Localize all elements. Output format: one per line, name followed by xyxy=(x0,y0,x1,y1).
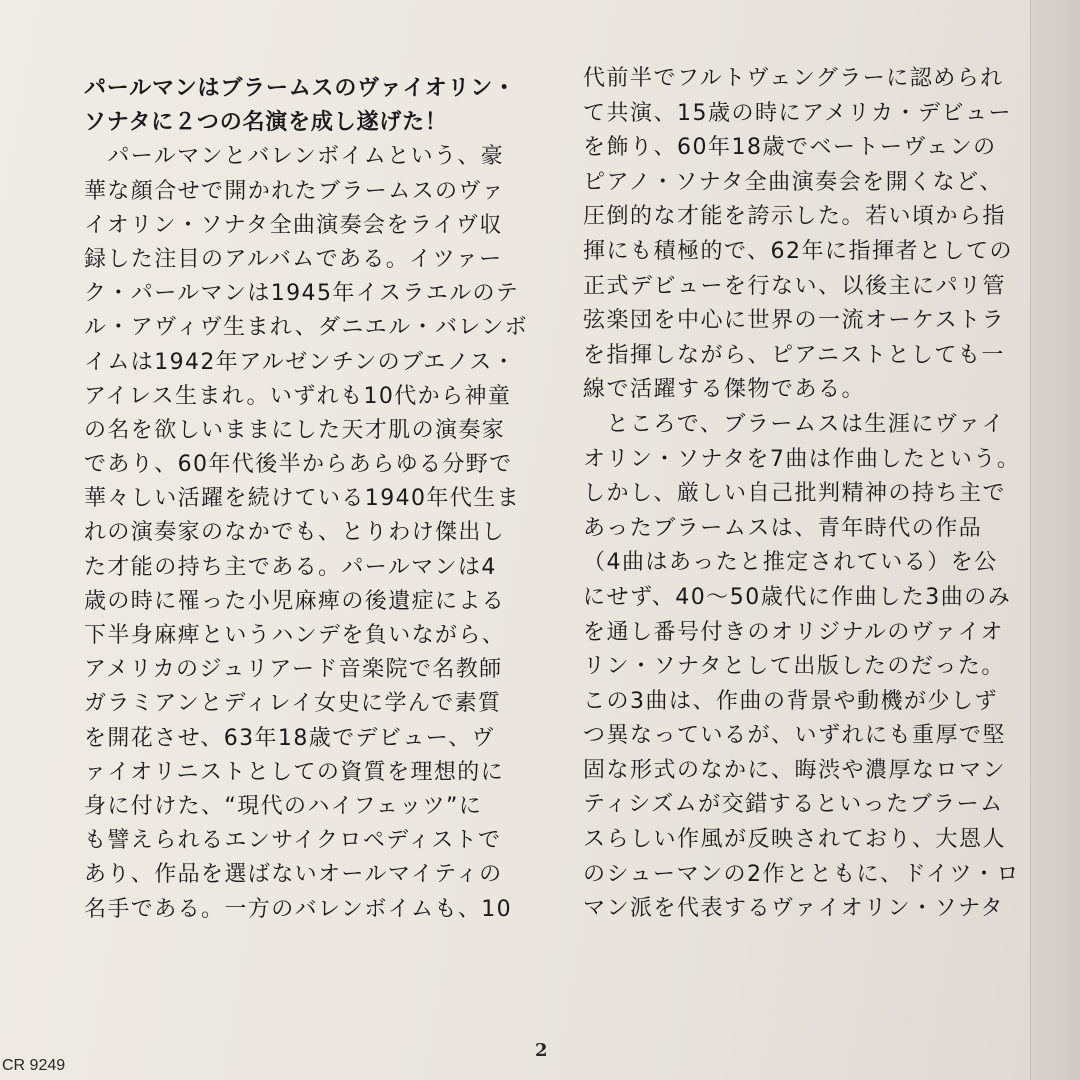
text-line: 揮にも積極的で、62年に指揮者としての xyxy=(583,238,1014,264)
text-line: を通し番号付きのオリジナルのヴァイオ xyxy=(583,619,1005,645)
text-line: 線で活躍する傑物である。 xyxy=(583,377,866,403)
text-line: 華々しい活躍を続けている1940年代生ま xyxy=(84,486,520,512)
text-line: た才能の持ち主である。パールマンは4 xyxy=(84,554,497,580)
text-line: リン・ソナタとして出版したのだった。 xyxy=(583,654,1005,680)
text-line: （4曲はあったと推定されている）を公 xyxy=(583,550,998,576)
text-line: あり、作品を選ばないオールマイティの xyxy=(84,862,503,888)
text-line: アメリカのジュリアード音楽院で名教師 xyxy=(84,657,503,683)
headline-line: ソナタに２つの名演を成し遂げた！ xyxy=(84,110,448,136)
text-line: ティシズムが交錯するといったブラーム xyxy=(583,792,1004,818)
text-line: 名手である。一方のバレンボイムも、10 xyxy=(84,896,513,922)
text-line: 華な顔合せで開かれたブラームスのヴァ xyxy=(84,178,505,204)
text-line: パールマンとバレンボイムという、豪 xyxy=(84,144,505,170)
headline-line: パールマンはブラームスのヴァイオリン・ xyxy=(84,76,516,101)
text-line: オリン・ソナタを7曲は作曲したという。 xyxy=(583,446,1021,472)
text-line: のシューマンの2作とともに、ドイツ・ロ xyxy=(583,861,1020,887)
text-line: マン派を代表するヴァイオリン・ソナタ xyxy=(583,896,1005,922)
text-line: 代前半でフルトヴェングラーに認められ xyxy=(583,66,1004,91)
text-line: の名を欲しいままにした天才肌の演奏家 xyxy=(84,417,506,443)
next-page-edge xyxy=(1030,0,1080,1080)
text-line: イオリン・ソナタ全曲演奏会をライヴ収 xyxy=(84,212,503,238)
text-line: を指揮しながら、ピアニストとしても一 xyxy=(583,342,1005,368)
text-line: 歳の時に罹った小児麻痺の後遺症による xyxy=(84,588,506,614)
text-line: 正式デビューを行ない、以後主にパリ管 xyxy=(583,273,1007,299)
text-line: ところで、ブラームスは生涯にヴァイ xyxy=(583,411,1006,437)
left-column xyxy=(84,72,529,927)
text-line: 固な形式のなかに、晦渋や濃厚なロマン xyxy=(583,757,1007,783)
text-line: を飾り、60年18歳でベートーヴェンの xyxy=(583,135,997,161)
text-line: しかし、厳しい自己批判精神の持ち主で xyxy=(583,481,1007,507)
text-line: つ異なっているが、いずれにも重厚で堅 xyxy=(583,723,1007,749)
catalog-number: CR 9249 xyxy=(2,1057,66,1074)
left-column-body xyxy=(84,140,529,926)
text-line: 録した注目のアルバムである。イツァー xyxy=(84,246,503,272)
text-line: アイレス生まれ。いずれも10代から神童 xyxy=(84,383,512,409)
text-line: イムは1942年アルゼンチンのブエノス・ xyxy=(84,349,517,375)
text-line: ル・アヴィヴ生まれ、ダニエル・バレンボ xyxy=(84,315,529,341)
page-number: 2 xyxy=(535,1040,548,1061)
text-line: を開花させ、63年18歳でデビュー、ヴ xyxy=(84,725,496,751)
text-line: スらしい作風が反映されており、大恩人 xyxy=(583,827,1007,853)
text-line: ピアノ・ソナタ全曲演奏会を開くなど、 xyxy=(583,169,1004,195)
text-line: 身に付けた、“現代のハイフェッツ”に xyxy=(84,793,483,819)
text-line: ガラミアンとディレイ女史に学んで素質 xyxy=(84,691,502,717)
text-line: も譬えられるエンサイクロペディストで xyxy=(84,828,502,854)
text-line: あったブラームスは、青年時代の作品 xyxy=(583,515,983,541)
text-line: 弦楽団を中心に世界の一流オーケストラ xyxy=(583,308,1006,334)
right-column xyxy=(583,62,1021,927)
article-headline xyxy=(84,72,524,140)
text-line: 下半身麻痺というハンデを負いながら、 xyxy=(84,623,506,648)
text-line: れの演奏家のなかでも、とりわけ傑出し xyxy=(84,520,506,546)
text-line: この3曲は、作曲の背景や動機が少しず xyxy=(583,688,998,714)
text-line: て共演、15歳の時にアメリカ・デビュー xyxy=(583,100,1012,126)
text-line: にせず、40～50歳代に作曲した3曲のみ xyxy=(583,584,1012,610)
text-line: ク・パールマンは1945年イスラエルのテ xyxy=(84,281,520,307)
text-line: ァイオリニストとしての資質を理想的に xyxy=(84,759,505,785)
text-line: 圧倒的な才能を誇示した。若い頃から指 xyxy=(583,204,1007,230)
text-line: であり、60年代後半からあらゆる分野で xyxy=(84,452,513,478)
